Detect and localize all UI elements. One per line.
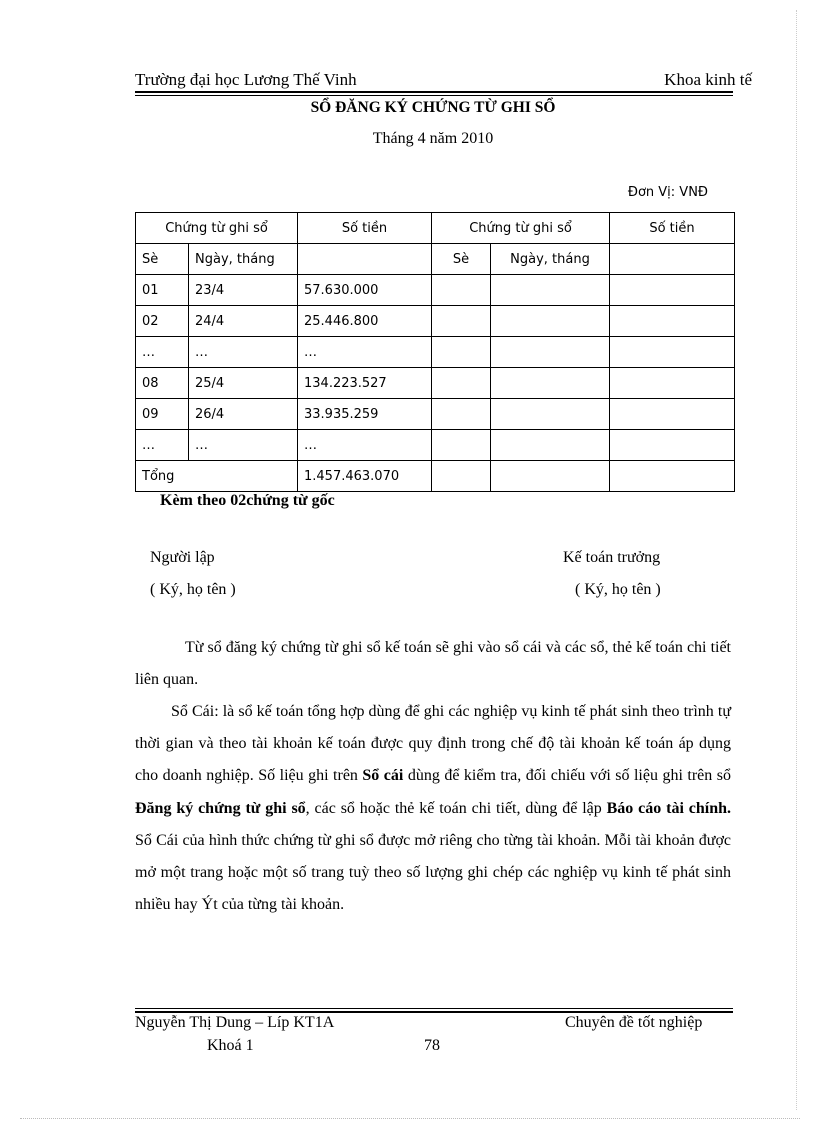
header-rule-thin — [135, 95, 733, 96]
table-row — [136, 306, 735, 337]
document-subtitle: Tháng 4 năm 2010 — [372, 130, 494, 147]
total-amount: 1.457.463.070 — [298, 461, 432, 492]
table-sub-header-row — [136, 244, 735, 275]
group-header-amount-left: Số tiền — [298, 213, 432, 244]
cell-amount: 25.446.800 — [298, 306, 432, 337]
table-row — [136, 337, 735, 368]
cell-amount: 134.223.527 — [298, 368, 432, 399]
footer-document-type: Chuyên đề tốt nghiệp — [565, 1014, 703, 1031]
cell-amount: … — [298, 337, 432, 368]
cell-date: 23/4 — [189, 275, 298, 306]
header-faculty: Khoa kinh tế — [664, 70, 752, 89]
cell-amount: … — [298, 430, 432, 461]
sub-header-empty-right — [610, 244, 735, 275]
footer-rule-thin — [135, 1008, 733, 1009]
signature-accountant-role: Kế toán trưởng — [563, 549, 661, 566]
sub-header-empty-left — [298, 244, 432, 275]
cell-amount: 57.630.000 — [298, 275, 432, 306]
sub-header-date-left: Ngày, tháng — [189, 244, 298, 275]
paragraph-ledger-text-3: , các sổ hoặc thẻ kế toán chi tiết, dùng để lập — [305, 799, 607, 817]
group-header-voucher-left: Chứng từ ghi sổ — [136, 213, 298, 244]
cell-number: 01 — [136, 275, 189, 306]
document-title: SỔ ĐĂNG KÝ CHỨNG TỪ GHI SỔ — [310, 99, 556, 116]
group-header-amount-right: Số tiền — [610, 213, 735, 244]
paragraph-ledger-text-2: dùng để kiểm tra, đối chiếu với số liệu ghi trên sổ — [403, 767, 731, 785]
table-row — [136, 430, 735, 461]
paragraph-ledger-text-4: Sổ Cái của hình thức chứng từ ghi sổ được mở riêng cho từng tài khoản. Mỗi tài khoản được mở một trang hoặc một số trang tuỳ theo số lượng ghi chép các nghiệp vụ kinh tế phát sinh nhiều hay Ýt của từng tài khoản. — [135, 831, 731, 914]
cell-amount: 33.935.259 — [298, 399, 432, 430]
cell-number: 02 — [136, 306, 189, 337]
cell-date: … — [189, 430, 298, 461]
cell-number: … — [136, 337, 189, 368]
bold-term-register: Đăng ký chứng từ ghi sổ — [135, 799, 306, 817]
footer-course: Khoá 1 — [207, 1037, 254, 1054]
cell-date: 25/4 — [189, 368, 298, 399]
cell-date: 24/4 — [189, 306, 298, 337]
cell-date: … — [189, 337, 298, 368]
paragraph-ledger — [135, 696, 731, 921]
sub-header-number-left: Sè — [136, 244, 189, 275]
table-row — [136, 275, 735, 306]
page-bottom-dotted-border — [20, 1118, 800, 1119]
cell-number: … — [136, 430, 189, 461]
paragraph-ledger-text-1: Sổ Cái: là sổ kế toán tổng hợp dùng để ghi các nghiệp vụ kinh tế phát sinh theo trình tự thời gian và theo tài khoản kế toán được quy định trong chế độ tài khoản kế toán áp dụng cho doanh nghiệp. Số liệu ghi trên — [135, 703, 731, 785]
signature-accountant-note: ( Ký, họ tên ) — [575, 581, 661, 598]
currency-unit: Đơn Vị: VNĐ — [627, 185, 708, 200]
page-right-dotted-border — [796, 10, 797, 1110]
bold-term-ledger: Sổ cái — [362, 767, 404, 785]
table-total-row — [136, 461, 735, 492]
paragraph-intro: Từ sổ đăng ký chứng từ ghi sổ kế toán sẽ ghi vào sổ cái và các sổ, thẻ kế toán chi tiết liên quan. — [135, 639, 731, 689]
sub-header-number-right: Sè — [432, 244, 491, 275]
total-label: Tổng — [136, 461, 298, 492]
bold-term-financial-report: Báo cáo tài chính. — [606, 799, 731, 817]
cell-number: 08 — [136, 368, 189, 399]
signature-preparer-role: Người lập — [150, 549, 215, 566]
footer-rule-thick — [135, 1011, 733, 1013]
sub-header-date-right: Ngày, tháng — [491, 244, 610, 275]
header-school: Trường đại học Lương Thế Vinh — [135, 70, 357, 89]
header-rule-thick — [135, 91, 733, 93]
ledger-table — [135, 212, 735, 492]
page-number: 78 — [424, 1037, 440, 1054]
cell-number: 09 — [136, 399, 189, 430]
footer-author: Nguyễn Thị Dung – Líp KT1A — [135, 1014, 335, 1031]
table-row — [136, 399, 735, 430]
attachment-note: Kèm theo 02chứng từ gốc — [160, 492, 335, 509]
group-header-voucher-right: Chứng từ ghi sổ — [432, 213, 610, 244]
cell-date: 26/4 — [189, 399, 298, 430]
signature-preparer-note: ( Ký, họ tên ) — [150, 581, 236, 598]
table-group-header-row — [136, 213, 735, 244]
table-row — [136, 368, 735, 399]
